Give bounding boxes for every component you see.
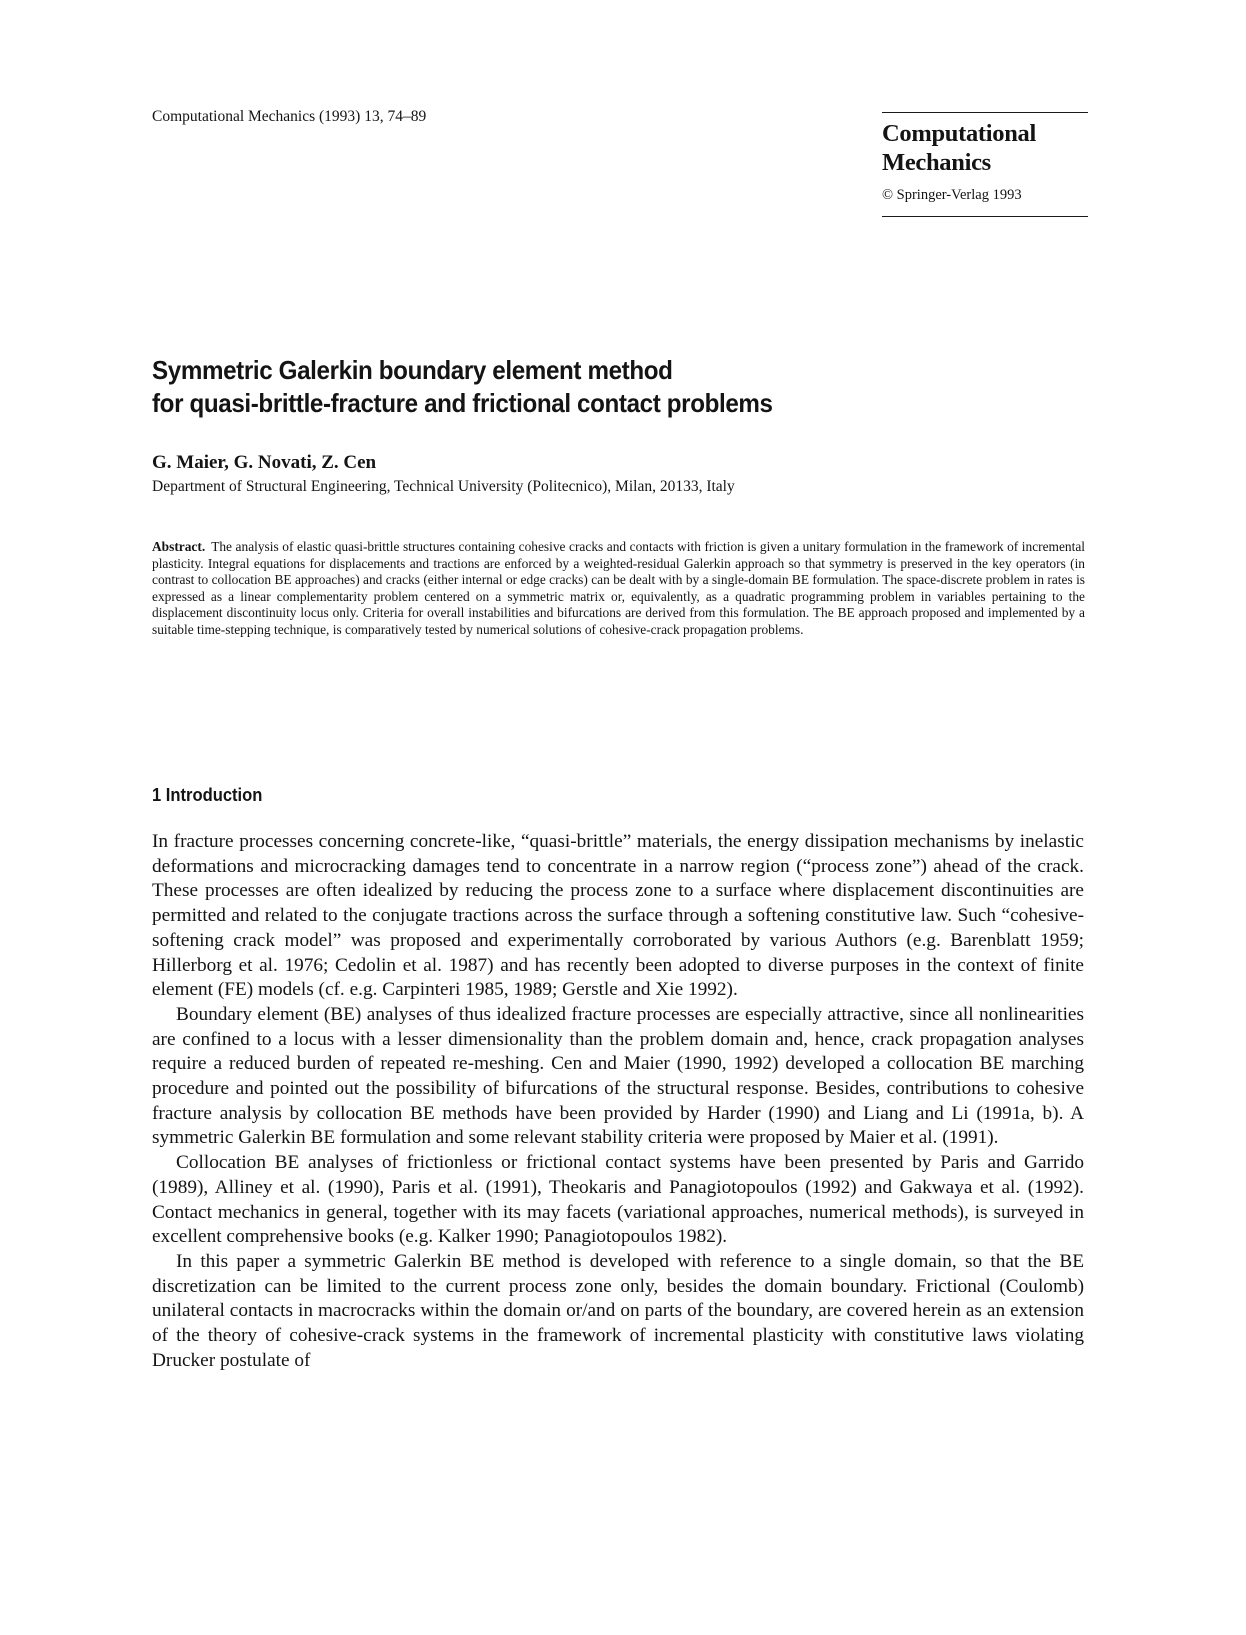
journal-title-line2: Mechanics <box>882 149 991 176</box>
body-paragraph: In this paper a symmetric Galerkin BE method is developed with reference to a single domain, so that the BE discretization can be limited to the current process zone only, besides the domain boundary. Frictional (Coulomb) unilateral contacts in macrocracks within the domain or/and on parts of the boundary, are covered herein as an extension of the theory of cohesive-crack systems in the framework of incremental plasticity with constitutive laws violating Drucker postulate of <box>152 1250 1084 1371</box>
authors: G. Maier, G. Novati, Z. Cen <box>152 452 377 473</box>
abstract-text: The analysis of elastic quasi-brittle structures containing cohesive cracks and contacts with friction is given a unitary formulation in the framework of incremental plasticity. Integral equations for displacements and tractions are enforced by a weighted-residual Galerkin approach so that symmetry is preserved in the key operators (in contrast to collocation BE approaches) and cracks (either internal or edge cracks) can be dealt with by a single-domain BE formulation. The space-discrete problem in rates is expressed as a linear complementarity problem centered on a symmetric matrix or, equivalently, as a quadratic programming problem in variables pertaining to the displacement discontinuity locus only. Criteria for overall instabilities and bifurcations are derived from this formulation. The BE approach proposed and implemented by a suitable time-stepping technique, is comparatively tested by numerical solutions of cohesive-crack propagation problems. <box>152 539 1085 637</box>
section-body <box>152 830 1084 1373</box>
paper-title-line1: Symmetric Galerkin boundary element method <box>152 355 673 385</box>
paper-title <box>152 354 1045 420</box>
journal-citation: Computational Mechanics (1993) 13, 74–89 <box>152 108 427 125</box>
journal-title <box>882 119 1088 177</box>
masthead-rule-top <box>882 112 1088 113</box>
journal-title-line1: Computational <box>882 120 1037 147</box>
body-paragraph: Collocation BE analyses of frictionless or frictional contact systems have been presented by Paris and Garrido (1989), Alliney et al. (1990), Paris et al. (1991), Theokaris and Panagiotopoulos (1992) and Gakwaya et al. (1992). Contact mechanics in general, together with its may facets (variational approaches, numerical methods), is surveyed in excellent comprehensive books (e.g. Kalker 1990; Panagiotopoulos 1982). <box>152 1152 1084 1248</box>
paper-title-line2: for quasi-brittle-fracture and frictional contact problems <box>152 388 773 418</box>
abstract <box>152 539 1085 638</box>
body-paragraph: Boundary element (BE) analyses of thus idealized fracture processes are especially attractive, since all nonlinearities are confined to a locus with a lesser dimensionality than the problem domain and, hence, crack propagation analyses require a reduced burden of repeated re-meshing. Cen and Maier (1990, 1992) developed a collocation BE marching procedure and pointed out the possibility of bifurcations of the structural response. Besides, contributions to cohesive fracture analysis by collocation BE methods have been provided by Harder (1990) and Liang and Li (1991a, b). A symmetric Galerkin BE formulation and some relevant stability criteria were proposed by Maier et al. (1991). <box>152 1003 1084 1149</box>
section-heading: 1 Introduction <box>152 785 263 805</box>
body-paragraph: In fracture processes concerning concrete-like, “quasi-brittle” materials, the energy dissipation mechanisms by inelastic deformations and microcracking damages tend to concentrate in a narrow region (“process zone”) ahead of the crack. These processes are often idealized by reducing the process zone to a surface where displacement discontinuities are permitted and related to the conjugate tractions across the surface through a softening constitutive law. Such “cohesive-softening crack model” was proposed and experimentally corroborated by various Authors (e.g. Barenblatt 1959; Hillerborg et al. 1976; Cedolin et al. 1987) and has recently been adopted to diverse purposes in the context of finite element (FE) models (cf. e.g. Carpinteri 1985, 1989; Gerstle and Xie 1992). <box>152 831 1084 1001</box>
journal-masthead <box>882 112 1088 217</box>
masthead-rule-bottom <box>882 216 1088 217</box>
affiliation: Department of Structural Engineering, Technical University (Politecnico), Milan, 20133, Italy <box>152 478 735 495</box>
abstract-label: Abstract. <box>152 539 206 554</box>
copyright-notice: © Springer-Verlag 1993 <box>882 187 1022 203</box>
